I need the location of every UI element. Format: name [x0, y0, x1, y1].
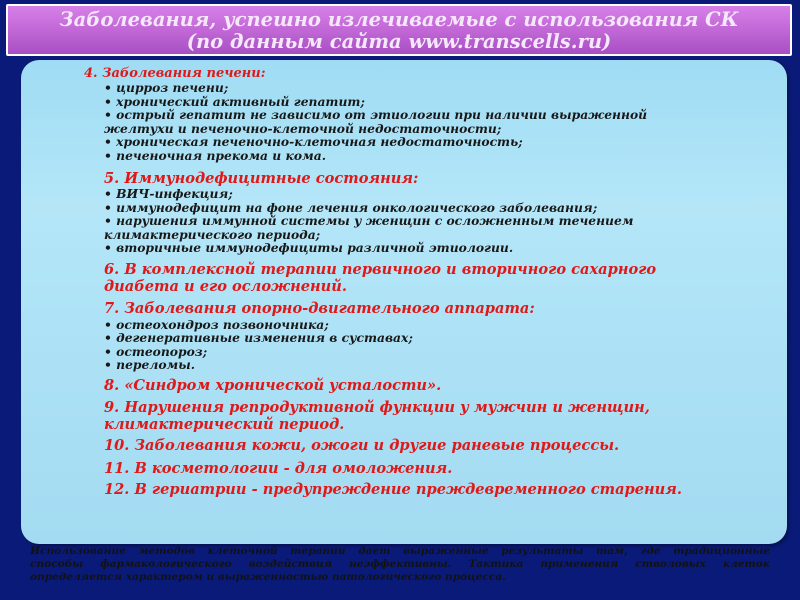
list-section [104, 438, 724, 455]
list-section [104, 461, 724, 478]
list-item: • иммунодефицит на фоне лечения онкологического заболевания; [104, 199, 598, 215]
list-item: • дегенеративные изменения в суставах; [104, 330, 413, 346]
section-heading: 5. Иммунодефицитные состояния: [104, 169, 419, 187]
list-item: • нарушения иммунной системы у женщин с осложненным течением [104, 213, 634, 229]
list-item: климактерического периода; [104, 226, 321, 242]
list-section [104, 378, 724, 395]
disease-list [84, 66, 724, 499]
list-section [84, 66, 724, 163]
list-section [104, 262, 724, 295]
list-section [104, 171, 724, 255]
list-section [104, 301, 724, 372]
list-item: • хронический активный гепатит; [104, 93, 365, 109]
list-item: • печеночная прекома и кома. [104, 147, 326, 163]
section-heading: 4. Заболевания печени: [84, 66, 266, 81]
section-heading: диабета и его осложнений. [104, 277, 347, 295]
section-heading: 10. Заболевания кожи, ожоги и другие раневые процессы. [104, 437, 620, 455]
section-heading: 7. Заболевания опорно-двигательного аппарата: [104, 300, 535, 318]
list-section [104, 482, 724, 499]
list-item: • переломы. [104, 357, 196, 373]
slide-title-line-2: (по данным сайта www.transcells.ru) [186, 30, 612, 53]
section-heading: 9. Нарушения репродуктивной функции у мужчин и женщин, [104, 399, 650, 417]
list-item: • хроническая печеночно-клеточная недостаточность; [104, 134, 523, 150]
section-heading: 11. В косметологии - для омоложения. [104, 459, 453, 477]
list-item: • ВИЧ-инфекция; [104, 186, 233, 202]
section-heading: климактерический период. [104, 415, 345, 433]
section-heading: 8. «Синдром хронической усталости». [104, 376, 442, 394]
list-item: • остеопороз; [104, 343, 208, 359]
section-heading: 6. В комплексной терапии первичного и вторичного сахарного [104, 261, 657, 279]
list-item: желтухи и печеночно-клеточной недостаточности; [104, 120, 502, 136]
footer-note [30, 545, 770, 584]
footer-line: способы фармакологического воздействия неэффективны. Тактика применения стволовых клеток [30, 558, 770, 570]
footer-line: определяется характером и выраженностью патологического процесса. [30, 571, 506, 583]
list-item: • цирроз печени; [104, 80, 229, 95]
section-heading: 12. В гериатрии - предупреждение преждевременного старения. [104, 481, 682, 499]
slide-title-box [6, 4, 792, 56]
list-item: • острый гепатит не зависимо от этиологии при наличии выраженной [104, 107, 648, 123]
slide-title-line-1: Заболевания, успешно излечиваемые с использования СК [59, 8, 739, 31]
list-section [104, 400, 724, 433]
list-item: • остеохондроз позвоночника; [104, 316, 329, 332]
footer-line: Использование методов клеточной терапии дает выраженные результаты там, где традиционные [30, 545, 770, 557]
list-item: • вторичные иммунодефициты различной этиологии. [104, 240, 514, 256]
